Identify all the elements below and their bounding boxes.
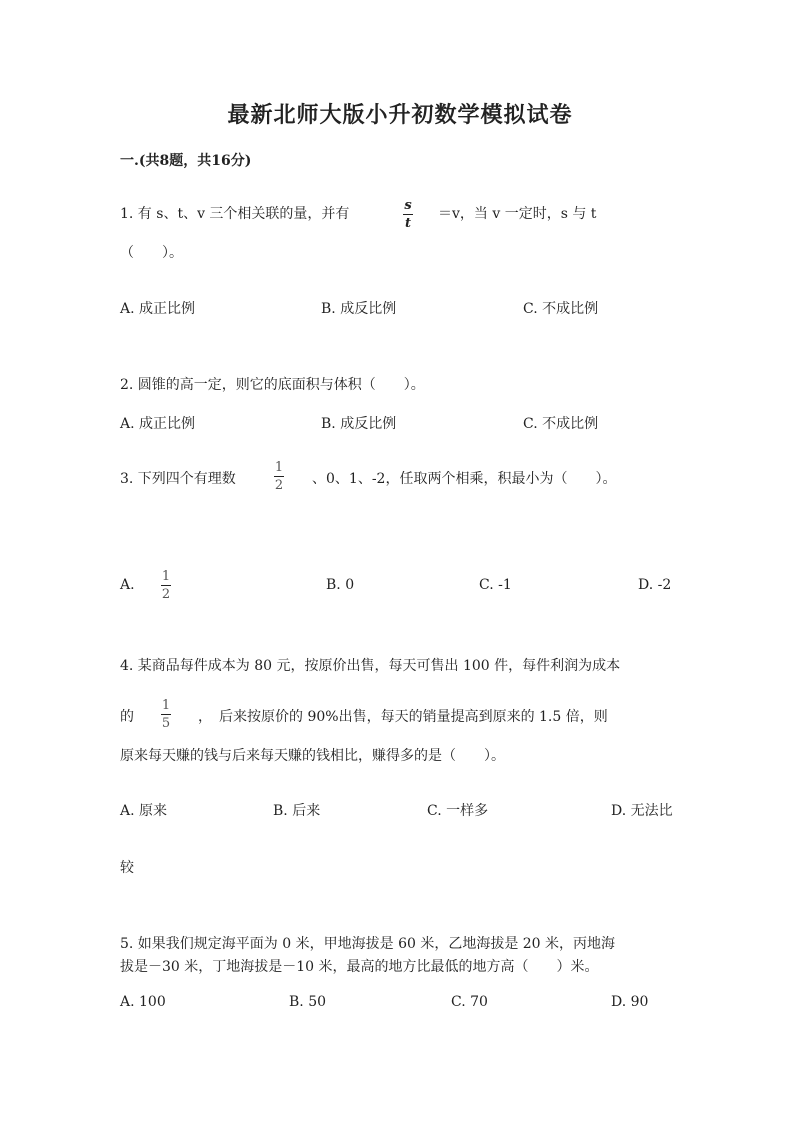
q5-option-a: A. 100 bbox=[120, 994, 166, 1010]
q4-fraction bbox=[161, 698, 171, 731]
q3-opt-frac-denominator: 2 bbox=[161, 587, 171, 602]
q4-text-line3: 原来每天赚的钱与后来每天赚的钱相比，赚得多的是（ ）。 bbox=[120, 748, 505, 764]
q4-option-d-wrap: 较 bbox=[120, 860, 134, 876]
q1-frac-denominator: t bbox=[404, 216, 411, 231]
q3-text-part2: 、0、1、-2，任取两个相乘，积最小为（ ）。 bbox=[312, 471, 617, 487]
q4-text-line2-part1: 的 bbox=[120, 709, 134, 725]
q1-option-c: C. 不成比例 bbox=[523, 301, 599, 317]
q3-fraction bbox=[274, 460, 284, 493]
q3-option-b: B. 0 bbox=[326, 577, 355, 593]
q4-option-c: C. 一样多 bbox=[427, 803, 489, 819]
q1-option-a: A. 成正比例 bbox=[120, 301, 196, 317]
q1-fraction bbox=[403, 198, 413, 231]
q5-text-line2: 拔是－30 米，丁地海拔是－10 米，最高的地方比最低的地方高（ ）米。 bbox=[120, 959, 599, 975]
q4-option-a: A. 原来 bbox=[120, 803, 168, 819]
q1-frac-numerator: s bbox=[404, 198, 412, 213]
q3-option-d: D. -2 bbox=[638, 577, 672, 593]
fraction-bar bbox=[403, 214, 413, 215]
q4-option-b: B. 后来 bbox=[273, 803, 321, 819]
q3-option-a-label: A. bbox=[120, 577, 135, 593]
q1-text-part1: 1. 有 s、t、v 三个相关联的量，并有 bbox=[120, 206, 350, 222]
q3-frac-numerator: 1 bbox=[274, 460, 284, 475]
section-heading: 一.(共8题，共16分) bbox=[120, 153, 252, 169]
q3-frac-denominator: 2 bbox=[274, 478, 284, 493]
q3-text-part1: 3. 下列四个有理数 bbox=[120, 471, 236, 487]
q4-frac-denominator: 5 bbox=[161, 716, 171, 731]
q3-option-c: C. -1 bbox=[479, 577, 512, 593]
q5-text-line1: 5. 如果我们规定海平面为 0 米，甲地海拔是 60 米，乙地海拔是 20 米，丙地海 bbox=[120, 936, 616, 952]
q5-option-d: D. 90 bbox=[611, 994, 649, 1010]
q1-text-part2: ＝v，当 v 一定时，s 与 t bbox=[438, 206, 597, 222]
fraction-bar bbox=[274, 476, 284, 477]
q5-option-c: C. 70 bbox=[451, 994, 488, 1010]
q4-option-d: D. 无法比 bbox=[611, 803, 673, 819]
q2-option-c: C. 不成比例 bbox=[523, 416, 599, 432]
page-title: 最新北师大版小升初数学模拟试卷 bbox=[227, 102, 573, 128]
q2-text: 2. 圆锥的高一定，则它的底面积与体积（ ）。 bbox=[120, 377, 425, 393]
q1-option-b: B. 成反比例 bbox=[321, 301, 397, 317]
q2-option-b: B. 成反比例 bbox=[321, 416, 397, 432]
q3-opt-frac-numerator: 1 bbox=[161, 569, 171, 584]
q4-text-line1: 4. 某商品每件成本为 80 元，按原价出售，每天可售出 100 件，每件利润为成本 bbox=[120, 658, 621, 674]
fraction-bar bbox=[161, 585, 171, 586]
fraction-bar bbox=[161, 714, 171, 715]
q4-frac-numerator: 1 bbox=[161, 698, 171, 713]
q4-text-line2-part2: ， 后来按原价的 90%出售，每天的销量提高到原来的 1.5 倍，则 bbox=[198, 709, 608, 725]
q2-option-a: A. 成正比例 bbox=[120, 416, 196, 432]
q1-text-line2: （ ）。 bbox=[120, 245, 183, 261]
q3-option-a-fraction bbox=[161, 569, 171, 602]
q5-option-b: B. 50 bbox=[289, 994, 327, 1010]
